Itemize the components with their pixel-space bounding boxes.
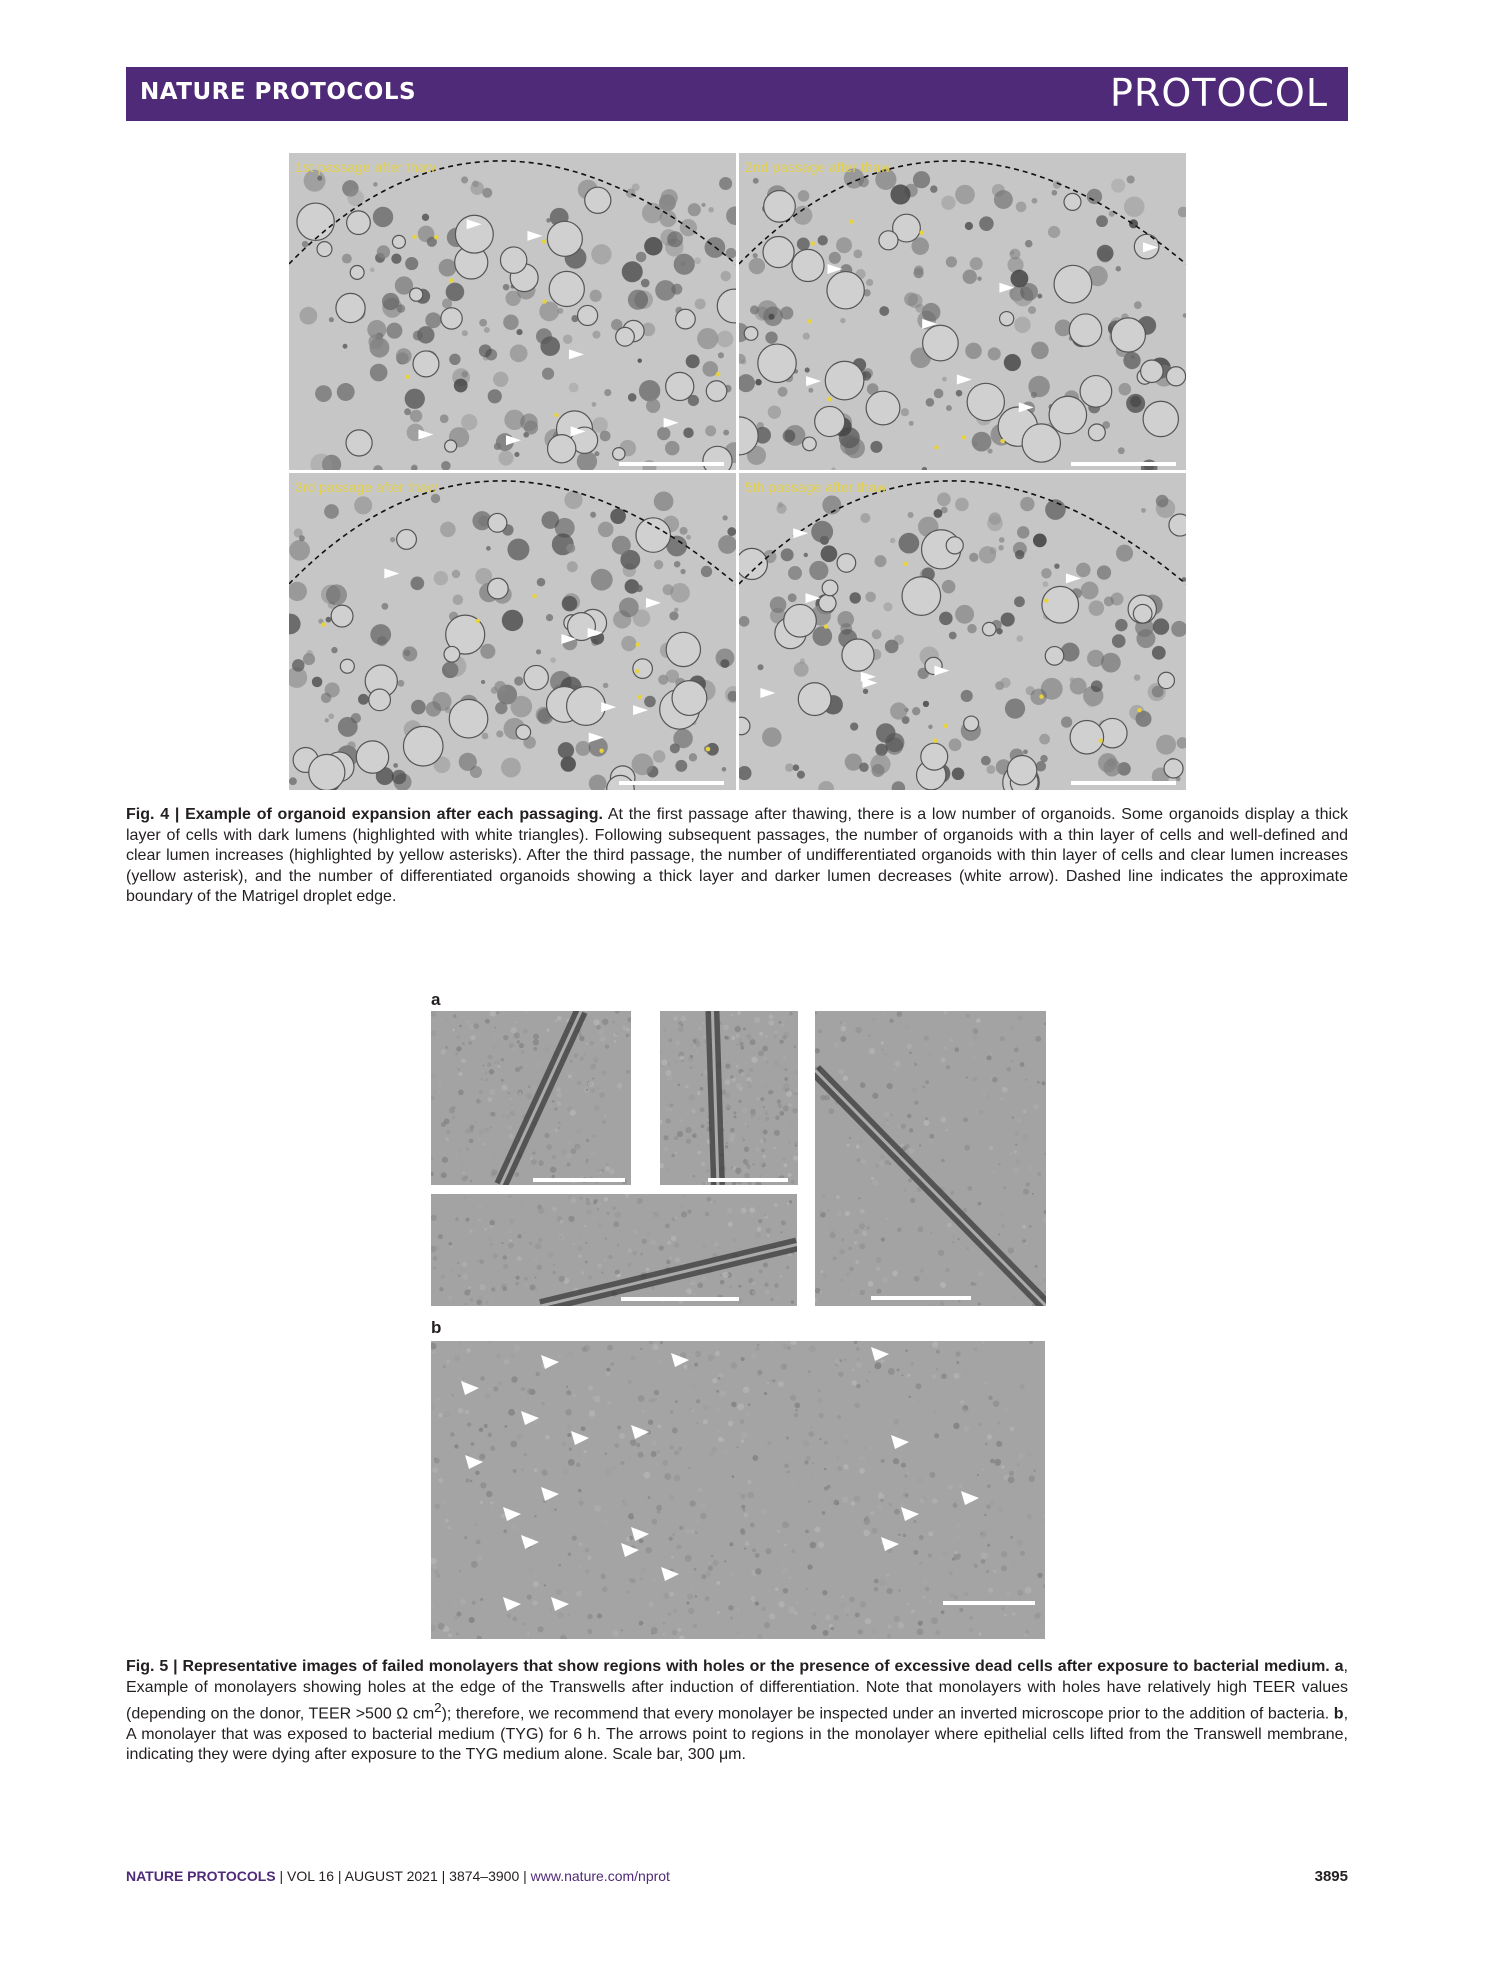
fig5a-panel-4	[431, 1194, 797, 1306]
footer-journal: NATURE PROTOCOLS	[126, 1868, 276, 1884]
fig4-caption-title: Fig. 4 | Example of organoid expansion after each passaging.	[126, 806, 603, 823]
fig4-caption	[126, 805, 1348, 908]
monolayer-micrograph	[431, 1341, 1045, 1639]
fig4-panel-3	[289, 473, 736, 790]
footer-url-link[interactable]: www.nature.com/nprot	[530, 1868, 670, 1884]
page-footer	[126, 1868, 1348, 1884]
panel-label: 2nd passage after thaw	[745, 159, 891, 175]
journal-header-bar	[126, 67, 1348, 121]
fig4-panel-2	[739, 153, 1186, 470]
fig5a-panel-2	[660, 1011, 798, 1185]
fig5-caption-b-label: b	[1333, 1705, 1344, 1723]
panel-label: 5th passage after thaw	[745, 479, 887, 495]
monolayer-micrograph	[815, 1011, 1046, 1306]
scale-bar	[533, 1178, 625, 1182]
fig5-caption-superscript: 2	[434, 1700, 442, 1715]
scale-bar	[1071, 462, 1176, 466]
scale-bar	[621, 1297, 739, 1301]
article-type: PROTOCOL	[1110, 71, 1328, 115]
fig5a-panel-3	[815, 1011, 1046, 1306]
fig4-panel-4	[739, 473, 1186, 790]
panel-label: 3rd passage after thaw	[295, 479, 438, 495]
scale-bar	[943, 1601, 1035, 1605]
fig5-label-a: a	[431, 990, 441, 1009]
monolayer-micrograph	[660, 1011, 798, 1185]
fig5-caption-title: Fig. 5 | Representative images of failed monolayers that show regions with holes or the presence of excessive dead cells after exposure to bacterial medium.	[126, 1658, 1330, 1675]
fig5-caption-b-text: , A monolayer that was exposed to bacterial medium (TYG) for 6 h. The arrows point to regions in the monolayer where epithelial cells lifted from the Transwell membrane, indicating they were dying after exposure to the TYG medium alone. Scale bar, 300 μm.	[126, 1705, 1349, 1764]
scale-bar	[619, 462, 724, 466]
panel-label: 1st passage after thaw	[295, 159, 436, 175]
scale-bar	[871, 1296, 971, 1300]
fig5a-panel-1	[431, 1011, 631, 1185]
fig5-label-b: b	[431, 1318, 442, 1337]
footer-volume-info: | VOL 16 | AUGUST 2021 | 3874–3900 |	[275, 1868, 531, 1884]
monolayer-micrograph	[431, 1194, 797, 1306]
scale-bar	[619, 781, 724, 785]
fig5-caption	[126, 1657, 1348, 1766]
fig5-caption-a-label: a	[1334, 1658, 1344, 1675]
organoid-micrograph	[289, 473, 736, 790]
fig5-caption-a-text-cont: ); therefore, we recommend that every monolayer be inspected under an inverted microscope prior to the addition of bacteria.	[441, 1705, 1334, 1723]
monolayer-micrograph	[431, 1011, 631, 1185]
fig4-caption-body: At the first passage after thawing, there is a low number of organoids. Some organoids display a thick layer of cells with dark lumens (highlighted with white triangles). Following subsequent passages, the number of organoids with a thin layer of cells and well-defined and clear lumen increases (highlighted by yellow asterisks). After the third passage, the number of undifferentiated organoids with thin layer of cells and clear lumen increases (yellow asterisk), and the number of differentiated organoids showing a thick layer and darker lumen decreases (white arrow). Dashed line indicates the approximate boundary of the Matrigel droplet edge.	[126, 806, 1349, 905]
page-number: 3895	[1314, 1868, 1348, 1885]
organoid-micrograph	[739, 473, 1186, 790]
fig4-panel-1	[289, 153, 736, 470]
scale-bar	[1071, 781, 1176, 785]
scale-bar	[708, 1178, 788, 1182]
fig5b-panel	[431, 1341, 1045, 1639]
journal-name: NATURE PROTOCOLS	[140, 79, 417, 105]
organoid-micrograph	[739, 153, 1186, 470]
fig5-caption-a-text: , Example of monolayers showing holes at the edge of the Transwells after induction of differentiation. Note that monolayers with holes have relatively high TEER values (depending on the donor, TEER >500 Ω cm	[126, 1658, 1348, 1723]
organoid-micrograph	[289, 153, 736, 470]
